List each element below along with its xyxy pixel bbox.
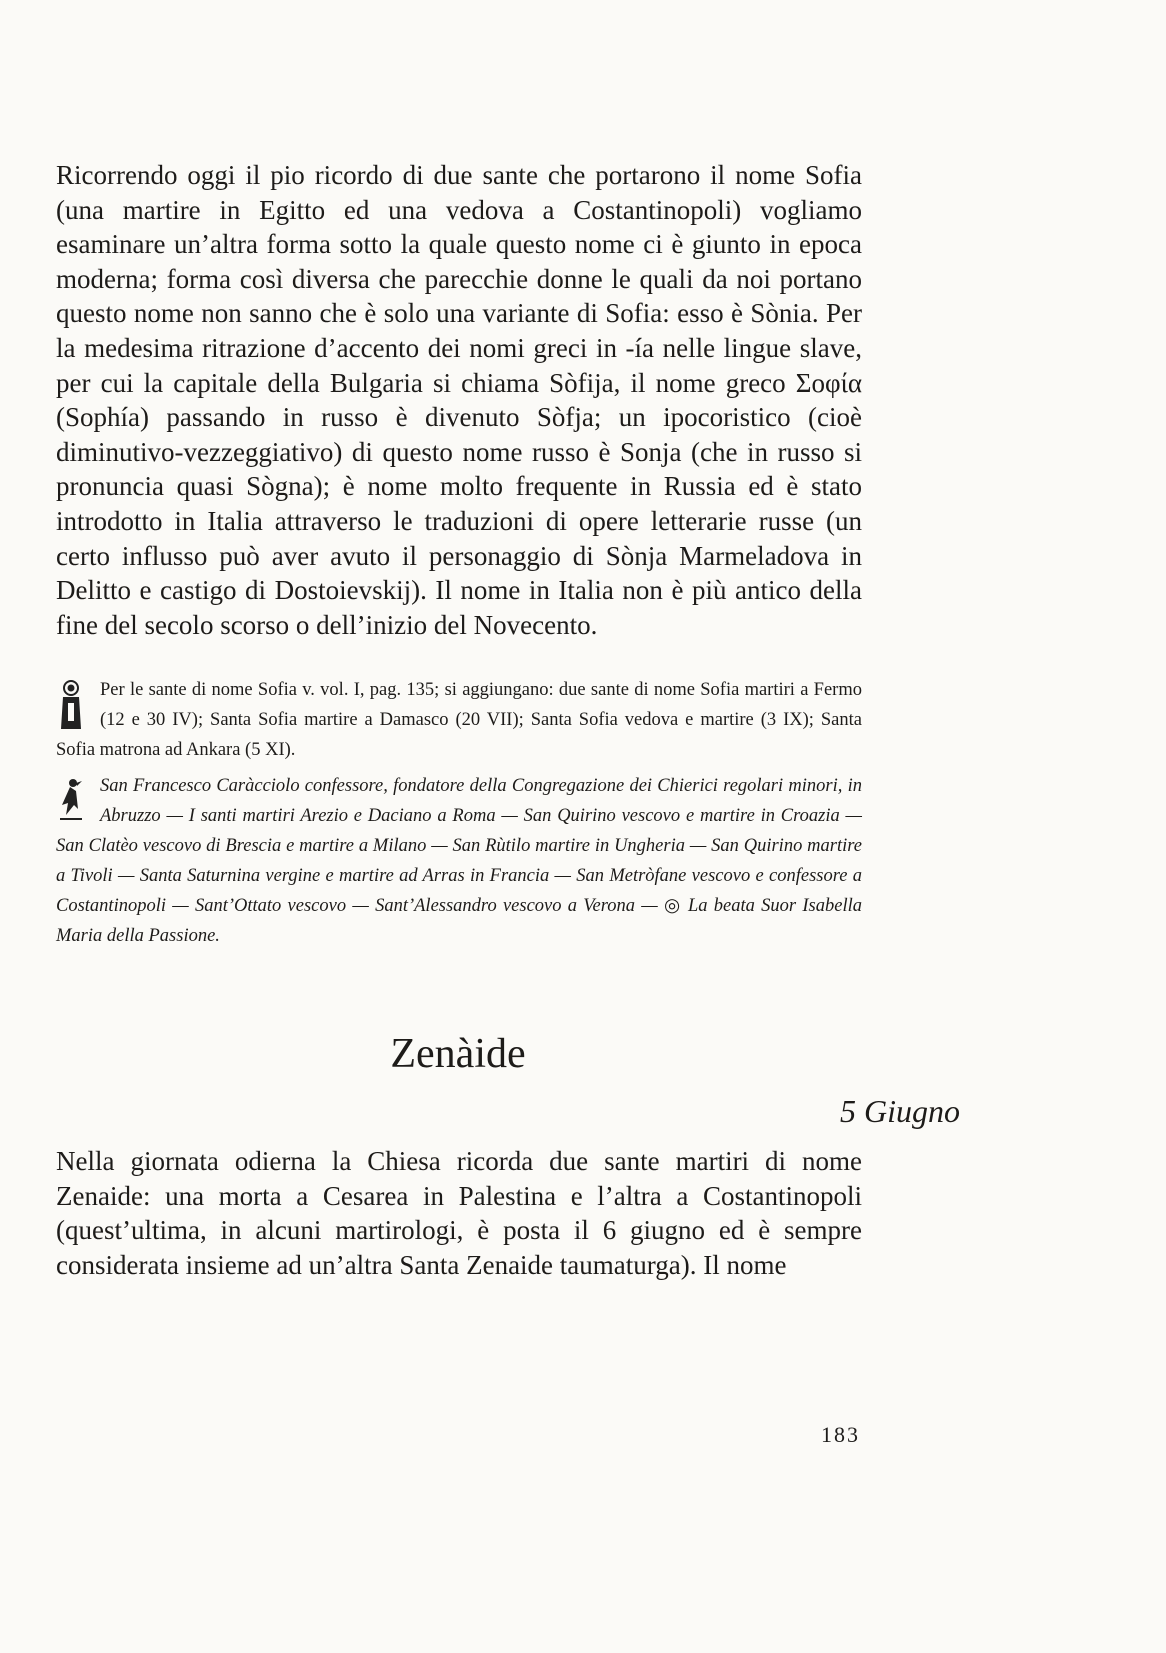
page-number: 183 (821, 1422, 860, 1447)
entry-title: Zenàide (390, 1031, 526, 1077)
saint-figure-icon (56, 679, 92, 735)
eagle-icon (56, 775, 92, 831)
entry-date: 5 Giugno (840, 1093, 960, 1129)
saints-note (56, 675, 862, 765)
sonia-body-text: Ricorrendo oggi il pio ricordo di due sante che portarono il nome Sofia (una martire in Egitto ed una vedova a Costantinopoli) vogliamo esaminare un’altra forma sotto la quale questo nome ci è giunto in epoca moderna; forma così diversa che parecchie donne le quali da noi portano questo nome non sanno che è solo una variante di Sofia: esso è Sònia. Per la medesima ritrazione d’accento dei nomi greci in -ía nelle lingue slave, per cui la capitale della Bulgaria si chiama Sòfija, il nome greco Σοφία (Sophía) passando in russo è divenuto Sòfja; un ipocoristico (cioè diminutivo-vezzeggiativo) di questo nome russo è Sonja (che in russo si pronuncia quasi Sògna); è nome molto frequente in Russia ed è stato introdotto in Italia attraverso le traduzioni di opere letterarie russe (un certo influsso può aver avuto il personaggio di Sònja Marmeladova in Delitto e castigo di Dostoievskij). Il nome in Italia non è più antico della fine del secolo scorso o dell’inizio del Novecento. (56, 160, 862, 640)
saints-note-text: Per le sante di nome Sofia v. vol. I, pag. 135; si aggiungano: due sante di nome Sofia martiri a Fermo (12 e 30 IV); Santa Sofia martire a Damasco (20 VII); Santa Sofia vedova e martire (3 IX); Santa Sofia matrona ad Ankara (5 XI). (56, 680, 862, 760)
zenaide-body-text: Nella giornata odierna la Chiesa ricorda due sante martiri di nome Zenaide: una morta a Cesarea in Palestina e l’altra a Costantinopoli (quest’ultima, in alcuni martirologi, è posta il 6 giugno ed è sempre considerata insieme ad un’altra Santa Zenaide taumaturga). Il nome (56, 1146, 862, 1280)
feast-list-note (56, 771, 862, 951)
feast-list-text: San Francesco Caràcciolo confessore, fondatore della Congregazione dei Chierici regolari minori, in Abruzzo — I santi martiri Arezio e Daciano a Roma — San Quirino vescovo e martire in Croazia — San Clatèo vescovo di Brescia e martire a Milano — San Rùtilo martire in Ungheria — San Quirino martire a Tivoli — Santa Saturnina vergine e martire ad Arras in Francia — San Metròfane vescovo e confessore a Costantinopoli — Sant’Ottato vescovo — Sant’Alessandro vescovo a Verona — ◎ La beata Suor Isabella Maria della Passione. (56, 776, 862, 946)
